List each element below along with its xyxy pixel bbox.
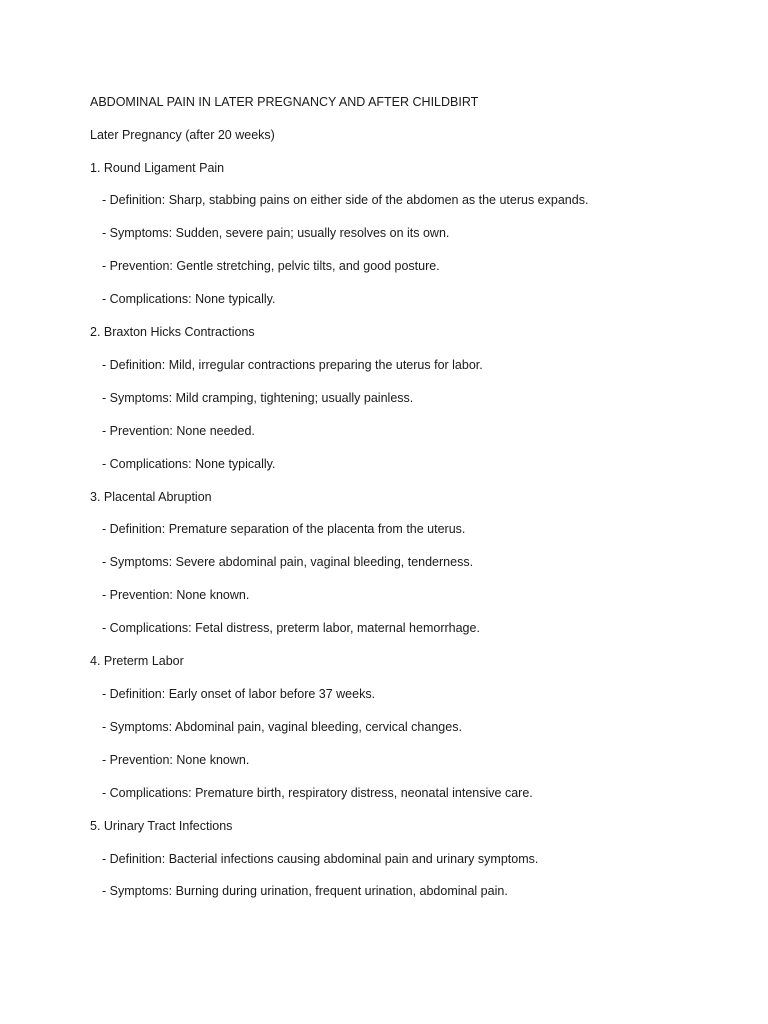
item-detail-symptoms: - Symptoms: Abdominal pain, vaginal bleeding, cervical changes. [102, 720, 462, 734]
document-title: ABDOMINAL PAIN IN LATER PREGNANCY AND AFTER CHILDBIRT [90, 95, 479, 109]
item-heading: 4. Preterm Labor [90, 654, 184, 668]
item-detail-symptoms: - Symptoms: Sudden, severe pain; usually resolves on its own. [102, 226, 450, 240]
item-heading: 5. Urinary Tract Infections [90, 819, 233, 833]
item-detail-symptoms: - Symptoms: Mild cramping, tightening; usually painless. [102, 391, 414, 405]
item-heading: 2. Braxton Hicks Contractions [90, 325, 255, 339]
item-detail-prevention: - Prevention: Gentle stretching, pelvic tilts, and good posture. [102, 259, 440, 273]
section-heading: Later Pregnancy (after 20 weeks) [90, 128, 275, 142]
item-heading: 1. Round Ligament Pain [90, 161, 225, 175]
item-detail-symptoms: - Symptoms: Severe abdominal pain, vaginal bleeding, tenderness. [102, 555, 474, 569]
item-detail-complications: - Complications: None typically. [102, 292, 276, 306]
item-detail-prevention: - Prevention: None known. [102, 588, 250, 602]
item-detail-definition: - Definition: Mild, irregular contractions preparing the uterus for labor. [102, 358, 483, 372]
item-detail-symptoms: - Symptoms: Burning during urination, frequent urination, abdominal pain. [102, 884, 508, 898]
item-detail-prevention: - Prevention: None needed. [102, 424, 255, 438]
item-heading: 3. Placental Abruption [90, 490, 212, 504]
item-detail-complications: - Complications: Fetal distress, preterm labor, maternal hemorrhage. [102, 621, 480, 635]
item-detail-definition: - Definition: Premature separation of the placenta from the uterus. [102, 522, 466, 536]
item-detail-prevention: - Prevention: None known. [102, 753, 250, 767]
item-detail-definition: - Definition: Sharp, stabbing pains on either side of the abdomen as the uterus expands. [102, 193, 589, 207]
item-detail-complications: - Complications: Premature birth, respiratory distress, neonatal intensive care. [102, 786, 533, 800]
item-detail-complications: - Complications: None typically. [102, 457, 276, 471]
item-detail-definition: - Definition: Early onset of labor before 37 weeks. [102, 687, 376, 701]
item-detail-definition: - Definition: Bacterial infections causing abdominal pain and urinary symptoms. [102, 852, 539, 866]
